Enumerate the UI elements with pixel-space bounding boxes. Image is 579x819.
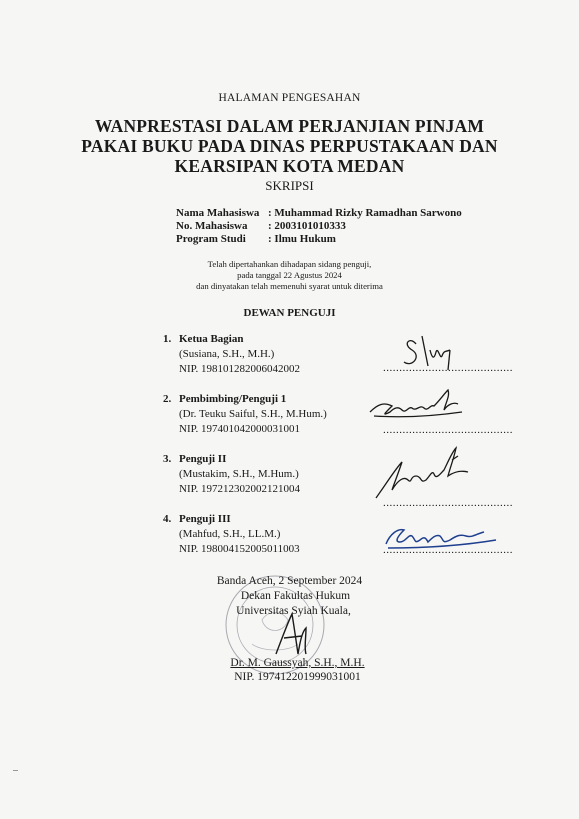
document-type: SKRIPSI: [265, 178, 314, 193]
study-program-row: [176, 233, 336, 246]
examiner-role: Penguji II: [179, 453, 227, 465]
student-id-label: No. Mahasiswa: [176, 220, 248, 232]
examiner-number: 1.: [163, 333, 172, 345]
examiner-name: (Dr. Teuku Saiful, S.H., M.Hum.): [179, 408, 327, 420]
thesis-title-line-2: PAKAI BUKU PADA DINAS PERPUSTAKAAN DAN: [81, 136, 498, 156]
student-name-value: : Muhammad Rizky Ramadhan Sarwono: [268, 207, 462, 219]
defense-note-line-1: Telah dipertahankan dihadapan sidang penguji,: [207, 259, 372, 269]
signature-examiner-3: [368, 440, 478, 506]
student-id-row: [176, 220, 346, 233]
dean-nip: NIP. 197412201999031001: [234, 671, 361, 683]
signature-examiner-4: [380, 520, 500, 554]
signature-dean: [262, 608, 322, 660]
examiners-heading: DEWAN PENGUJI: [243, 307, 336, 319]
dean-position: Dekan Fakultas Hukum: [240, 590, 351, 602]
thesis-title-line-3: KEARSIPAN KOTA MEDAN: [174, 156, 405, 176]
signature-examiner-2: [364, 382, 474, 430]
examiner-role: Ketua Bagian: [179, 333, 244, 345]
place-date: Banda Aceh, 2 September 2024: [216, 575, 363, 587]
page-header: HALAMAN PENGESAHAN: [218, 92, 361, 104]
signature-line-2: ........................................: [383, 424, 513, 436]
student-id-value: : 2003101010333: [268, 220, 346, 232]
examiner-name: (Mustakim, S.H., M.Hum.): [179, 468, 299, 480]
examiner-role: Penguji III: [179, 513, 231, 525]
examiner-nip: NIP. 197401042000031001: [179, 423, 301, 435]
examiner-name: (Susiana, S.H., M.H.): [179, 348, 275, 360]
defense-note-line-2: pada tanggal 22 Agustus 2024: [237, 270, 342, 280]
signature-examiner-1: [398, 330, 468, 374]
examiner-name: (Mahfud, S.H., LL.M.): [179, 528, 281, 540]
examiner-nip: NIP. 198004152005011003: [179, 543, 300, 555]
examiner-number: 2.: [163, 393, 172, 405]
thesis-title-line-1: WANPRESTASI DALAM PERJANJIAN PINJAM: [94, 116, 485, 136]
signature-line-4: ........................................: [383, 544, 513, 556]
institution-name: Universitas Syiah Kuala,: [236, 605, 351, 617]
study-program-label: Program Studi: [176, 233, 246, 245]
examiner-nip: NIP. 198101282006042002: [179, 363, 301, 375]
examiner-role: Pembimbing/Penguji 1: [179, 393, 287, 405]
signature-line-3: ........................................: [383, 497, 513, 509]
dean-name: Dr. M. Gaussyah, S.H., M.H.: [230, 657, 365, 669]
examiner-nip: NIP. 197212302002121004: [179, 483, 301, 495]
study-program-value: : Ilmu Hukum: [268, 233, 336, 245]
student-name-row: [176, 207, 462, 220]
signature-line-1: ........................................: [383, 362, 513, 374]
examiner-number: 4.: [163, 513, 172, 525]
scan-mark: [13, 770, 18, 771]
examiner-number: 3.: [163, 453, 172, 465]
defense-note-line-3: dan dinyatakan telah memenuhi syarat untuk diterima: [196, 281, 383, 291]
student-name-label: Nama Mahasiswa: [176, 207, 260, 219]
